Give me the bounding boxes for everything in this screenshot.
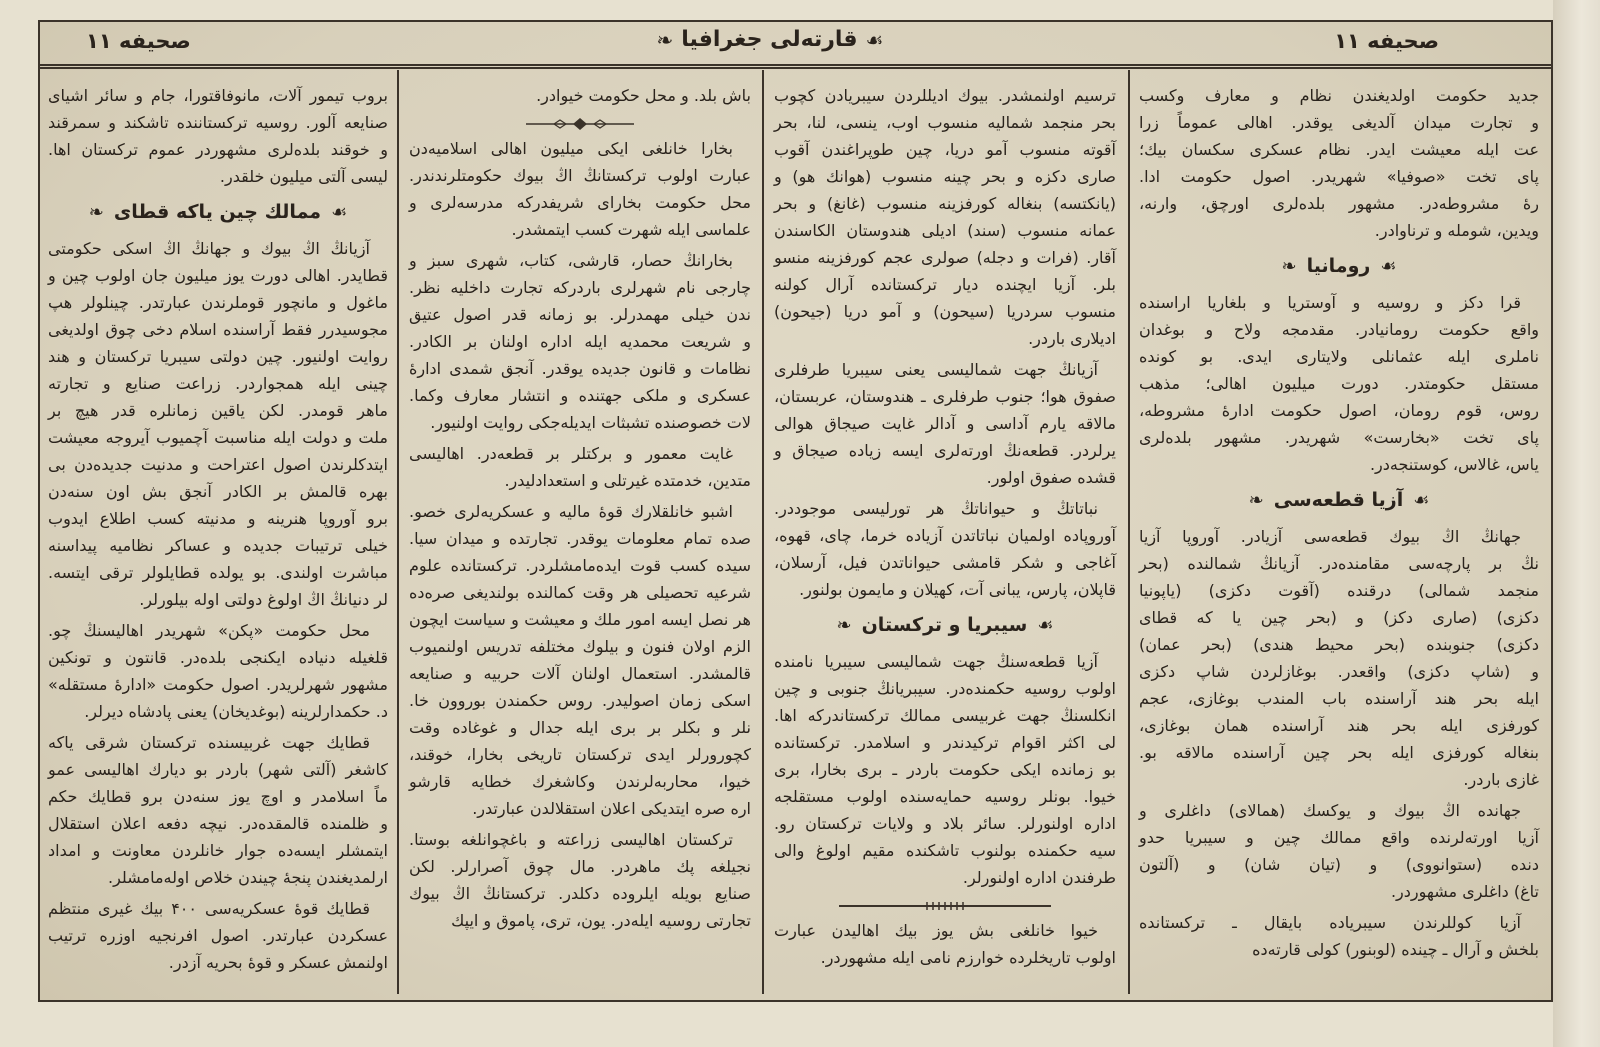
text-line: واقع حکومت رومانیادر. مقدمجه ولاح و بوغدان: [1139, 320, 1539, 339]
paragraph: [1139, 523, 1539, 793]
text-line: جهانڭ اڭ بیوك قطعه‌سی آزیادر. آوروپا آزیا: [1139, 527, 1521, 546]
text-line: ارلمدیغندن پنجهٔ چیندن خلاص اوله‌مامشلر.: [108, 868, 388, 887]
paragraph: [409, 440, 751, 494]
text-line: و تجارت میدان آلدیغی یوقدر. اهالی عموماً زرا: [1139, 113, 1539, 132]
text-line: صاری دکزه و بحر چینه منسوب (هوانك هو) و: [774, 167, 1116, 186]
text-line: خیوا، محاربه‌لرندن وکاشغرك خطایه قارشو: [409, 772, 751, 791]
text-line: برو آوروپا هنرینه و مدنیته کسب اطلاع ایدوب: [48, 509, 388, 528]
text-line: ویدین، شومله و ترناوادر.: [1374, 221, 1539, 240]
text-line: مجوسیدرر فقط آراسنده اسلام دخی چوق اولدیغی: [48, 320, 388, 339]
text-line: خیلی ترتیبات جدیده و عساکر نظامیه پیداسنه: [48, 536, 388, 555]
paragraph: [774, 356, 1116, 491]
text-line: پای تخت «بخارست» شهریدر. مشهور بلده‌لری: [1139, 428, 1539, 447]
newspaper-page: [38, 20, 1553, 1002]
fleuron-right-icon: ☙: [865, 27, 884, 52]
text-line: عبارت اولوب ترکستانڭ اڭ بیوك حکومتلرندندر.: [409, 166, 751, 185]
text-line: باش بلد. و محل حکومت خیوادر.: [536, 86, 751, 105]
text-line: خیوا. بونلر روسیه حمایه‌سنده اولوب مستقلجه: [774, 787, 1116, 806]
section-heading-text: رومانیا: [1306, 255, 1371, 277]
text-line: سیده کسب قوت ایده‌مامشلردر. ترکستانده علوم: [409, 556, 751, 575]
text-line: یرلردر. قطعه‌نڭ اورته‌لری ایسه زیاده صیجاق و: [774, 441, 1116, 460]
text-line: اولوب روسیه حکمنده‌در. سیبریانڭ جنوبی و چین: [774, 679, 1116, 698]
section-heading: [48, 194, 388, 230]
text-line: روس، قوم رومان، اصول حکومت ادارهٔ مشروطه،: [1139, 401, 1539, 420]
text-line: آقار. (فرات و دجله) صولری عجم کورفزینه منسو: [774, 248, 1116, 267]
text-line: پای تخت «صوفیا» شهریدر. اصول حکومت ادا.: [1139, 167, 1539, 186]
text-line: اولوب تاریخلرده خوارزم نامی ایله مشهوردر.: [820, 948, 1116, 967]
text-line: اره صره ایتدیکی اعلان استقلالدن عبارتدر.: [472, 799, 751, 818]
text-line: بلر. آزیا ایچنده دیار ترکستانده آرال کولنه: [774, 275, 1116, 294]
text-line: بحر منجمد شمالیه منسوب اوب، ینسی، لنا، بحر: [774, 113, 1116, 132]
text-line: چارجی نام شهرلری باردرکه تجارت داخلیه نظر.: [409, 278, 751, 297]
text-line: ترسیم اولنمشدر. بیوك ادیللردن سیبریادن کچوب: [774, 86, 1116, 105]
text-line: و ظلمنده قالمقده‌در. نیچه دفعه اعلان استقلال: [48, 814, 388, 833]
text-line: هر نصل ایسه امور ملك و معیشت و سیاست ایچون: [409, 610, 751, 629]
text-line: ملت و دولت ایله مناسبت آچمیوب آیروجه معیشت: [48, 428, 388, 447]
text-line: ترکستان اهالیسی زراعته و باغچوانلغه بوستا.: [409, 830, 733, 849]
text-line: دکزی) جنوبنده (بحر محیط هندی) (بحر عمان): [1139, 635, 1539, 654]
fleuron-left-icon: ❧: [656, 27, 674, 52]
text-line: بلخش و آرال ـ چینده (لوبنور) کولی قارته‌ده: [1252, 940, 1539, 959]
text-line: غازی باردر.: [1463, 770, 1539, 789]
paragraph: [774, 648, 1116, 891]
text-line: اشبو خانلقلارك قوهٔ مالیه و عسکریه‌لری خصو.: [409, 502, 733, 521]
fleuron-left-icon: ❧: [88, 201, 104, 223]
text-line: بخارانڭ حصار، قارشی، کتاب، شهری سبز و: [409, 251, 733, 270]
text-line: ماغول و مانچور قوملرندن عبارتدر. چینلولر هپ: [48, 293, 388, 312]
text-line: یاس، غالاس، کوستنجه‌در.: [1369, 455, 1539, 474]
text-line: عسکری و ملکی جهتنده و انتشار معارف وکما.: [409, 386, 751, 405]
text-line: قطایدر. اهالی دورت یوز میلیون جان اولوب چین و: [48, 266, 388, 285]
text-line: قالمشدر. استعمال اولنان آلات حربیه و صنایعه: [409, 664, 751, 683]
divider-rule-icon: [835, 900, 1055, 912]
text-line: صنایع بویله ایلروده دکلدر. ترکستانڭ اڭ بیوك: [409, 884, 751, 903]
page-title: [630, 27, 910, 52]
paragraph: [409, 247, 751, 436]
text-line: صده تمام معلومات یوقدر. تجارتده و میدان سیا.: [409, 529, 751, 548]
paragraph: [409, 82, 751, 109]
text-line: نجیلغه پك ماهردر. مال چوق آصرارلر. لکن: [409, 857, 751, 876]
section-divider: [774, 895, 1116, 917]
text-line: کورفزی ایله بحر هند آراسنده همان بوغازی،: [1139, 716, 1539, 735]
text-line: ماً اسلامدر و اوچ یوز سنه‌دن برو قطایك حکم: [48, 787, 388, 806]
text-line: شرعیه تحصیلی هر وقت کمالنده بولندیغی صره‌ده: [409, 583, 751, 602]
paragraph: [774, 82, 1116, 352]
text-line: جدید حکومت اولدیغندن نظام و معارف وکسب: [1139, 86, 1539, 105]
page-header: [40, 22, 1551, 69]
fleuron-right-icon: ☙: [331, 201, 348, 223]
text-line: لی اکثر اقوام ترکیدندر و اسلامدر. ترکستانده: [774, 733, 1116, 752]
text-line: تاغ) داغلری مشهوردر.: [1390, 882, 1539, 901]
column-rule: [762, 70, 764, 994]
text-line: و شریعت محمدیه ایله اداره اولنان بر الکادر.: [409, 332, 751, 351]
text-line: مباشرت اولندی. بو یولده قطایلولر ترقی ایتسه.: [48, 563, 388, 582]
text-line: لیسی آلتی میلیون خلقدر.: [219, 167, 388, 186]
text-line: ادیلاری باردر.: [1028, 329, 1116, 348]
text-line: آوروپاده اولمیان نباتاتدن آزیاده خرما، چای، قهوه،: [774, 526, 1116, 545]
ornament-divider: [409, 113, 751, 135]
text-line: مشهور شهرلریدر. اصول حکومت «ادارهٔ مستقله»: [48, 675, 388, 694]
text-line: کچورورلر ایدی ترکستان تاریخی بخارا، خوقند،: [409, 745, 751, 764]
text-line: طرفندن اداره اولنورلر.: [962, 868, 1116, 887]
text-line: قلغیله دنیاده ایکنجی بلده‌در. قانتون و تونکین: [48, 648, 388, 667]
paragraph: [1139, 82, 1539, 244]
paragraph: [1139, 797, 1539, 905]
text-line: منجمد شمالی) درقنده (آقوت دکزی) (یاپونیا: [1139, 581, 1539, 600]
ornament-icon: [520, 117, 640, 131]
text-line: نظامات و قانون جدیده یوقدر. آنجق شمدی ادارهٔ: [409, 359, 751, 378]
page-number-left: صحیفه ۱۱: [86, 29, 191, 53]
text-line: صفوق هوا؛ جنوب طرفلری ـ هندوستان، عربستان،: [774, 387, 1116, 406]
text-line: بخارا خانلغی ایکی میلیون اهالی اسلامیه‌دن: [409, 139, 733, 158]
page-title-text: قارته‌لی جغرافیا: [681, 27, 858, 52]
text-line: بهره قالمش بر الکادر آنجق بش اون سنه‌دن: [48, 482, 388, 501]
paragraph: [1139, 289, 1539, 478]
paragraph: [48, 617, 388, 725]
page-edge-shadow: [1553, 0, 1600, 1047]
paragraph: [48, 729, 388, 891]
paragraph: [48, 895, 388, 976]
text-line: عت ایله معیشت ایدر. نظام عسکری سکسان بیك؛: [1139, 140, 1539, 159]
fleuron-left-icon: ❧: [1281, 255, 1297, 277]
text-line: محل حکومت «پکن» شهریدر اهالیسنڭ چو.: [48, 621, 370, 640]
paragraph: [409, 826, 751, 934]
text-line: عمانه منسوب (سند) ادیلی هندوستان الکاسندن: [774, 221, 1116, 240]
paragraph: [1139, 909, 1539, 963]
text-line: ماهر قومدر. لکن یاقین زمانلره قدر هیچ بر: [48, 401, 388, 420]
text-line: متدین، خدمتده غیرتلی و استعدادلیدر.: [504, 471, 751, 490]
text-line: ایتمشلر ایسه‌ده جوار خانلردن معاونت و امداد: [48, 841, 388, 860]
column-3: [409, 82, 751, 938]
text-line: روایت اولنیور. چین دولتی سیبریا ترکستان و هند: [48, 347, 388, 366]
text-line: قاپلان، پارس، یبانی آت، کهیلان و مایمون بولنور.: [799, 580, 1116, 599]
text-line: لر دنیانڭ اڭ اولوغ دولتی اوله بیلورلر.: [139, 590, 388, 609]
fleuron-right-icon: ☙: [1037, 614, 1054, 636]
text-line: (یانکتسه) بنغاله کورفزینه منسوب (غانغ) و بحر: [774, 194, 1116, 213]
text-line: ندن خیلی مهمدرلر. بو زمانه قدر اصول عتیق: [409, 305, 751, 324]
column-rule: [397, 70, 399, 994]
fleuron-left-icon: ❧: [1248, 489, 1264, 511]
text-line: بو زمانده ایکی حکومت باردر ـ بری بخارا، بری: [774, 760, 1116, 779]
fleuron-left-icon: ❧: [836, 614, 852, 636]
text-line: د. حکمدارلرینه (بوغدیخان) یعنی پادشاه دیرلر.: [84, 702, 388, 721]
text-line: سیه حکمنده بولنوب تاشکنده مقیم اولوغ والی: [774, 841, 1116, 860]
text-line: الزم اولان فنون و بیلوك مختلفه تدریس اولنمیوب: [409, 637, 751, 656]
text-line: آزیانڭ اڭ بیوك و جهانڭ اڭ اسکی حکومتی: [48, 239, 370, 258]
text-line: محل حکومت بخارای شریفدرکه مدرسه‌لری و: [409, 193, 751, 212]
text-line: بروب تیمور آلات، مانوفاقتورا، جام و سائر اشیای: [48, 86, 388, 105]
column-4: [48, 82, 388, 980]
text-line: آزیا قطعه‌سنڭ جهت شمالیسی سیبریا نامنده: [774, 652, 1098, 671]
section-heading-text: سیبریا و ترکستان: [861, 614, 1028, 636]
text-line: بنغاله کورفزی ایله بحر چین آراسنده مالاقه بو.: [1139, 743, 1539, 762]
text-line: و خوقند بلده‌لری مشهوردر عموم ترکستان اها.: [48, 140, 388, 159]
text-line: مالاقه یارم آداسی و آدالر غایت صیجاق هوالی: [774, 414, 1116, 433]
text-line: قطایك قوهٔ عسکریه‌سی ۴۰۰ بیك غیری منتظم: [48, 899, 370, 918]
text-line: رهٔ مشروطه‌در. مشهور بلده‌لری اورچق، وارنه،: [1139, 194, 1539, 213]
paragraph: [409, 135, 751, 243]
paragraph: [48, 235, 388, 613]
text-line: نڭ بر پارچه‌سی مقامنده‌در. آزیانڭ شمالنده (بحر: [1139, 554, 1539, 573]
section-heading-text: ممالك چین یاکه قطای: [113, 201, 322, 223]
text-line: علماسی ایله شهرت کسب ایتمشدر.: [511, 220, 751, 239]
paragraph: [774, 495, 1116, 603]
text-line: صنایعه آلور. روسیه ترکستاننده تاشکند و سمرقند: [48, 113, 388, 132]
text-line: ناملری ایله عثمانلی ولایتاری ایدی. بو کونده: [1139, 347, 1539, 366]
text-line: نباتاتڭ و حیواناتڭ هر تورلیسی موجوددر.: [774, 499, 1098, 518]
text-line: دکزی) (صاری دکز) و (بحر چین یا که قطای: [1139, 608, 1539, 627]
text-line: اولنمش عسکر و قوهٔ بحریه آزدر.: [168, 953, 388, 972]
paragraph: [774, 917, 1116, 971]
paragraph: [48, 82, 388, 190]
text-line: اسکی زمان اصولیدر. روس حکمندن بوروون خا.: [409, 691, 751, 710]
section-heading: [1139, 482, 1539, 518]
text-line: انکلسنڭ جهت غربیسی ممالك ترکستاندرکه اها.: [774, 706, 1116, 725]
text-line: لات خصوصنده تشبثات ایدیله‌جکی روایت اولنیور.: [430, 413, 751, 432]
text-line: قطایك جهت غربیسنده ترکستان شرقی یاکه: [48, 733, 370, 752]
text-line: اداره اولنورلر. سائر بلاد و ولایات ترکستان رو.: [774, 814, 1116, 833]
text-line: عسکردن عبارتدر. اصول افرنجیه اوزره ترتیب: [48, 926, 388, 945]
column-1: [1139, 82, 1539, 967]
text-line: جهانده اڭ بیوك و یوکسك (همالای) داغلری و: [1139, 801, 1521, 820]
text-line: آقوته منسوب آمو دریا، چین طوپراغندن آقوب: [774, 140, 1116, 159]
column-rule: [1128, 70, 1130, 994]
text-line: چینی ایله همجواردر. زراعت صنایع و تجارته: [48, 374, 388, 393]
section-heading: [1139, 248, 1539, 284]
text-line: نلر و بکلر بر بری ایله جدال و غوغاده وقت: [409, 718, 751, 737]
text-line: آغاجی و شکر قامشی حیواناتدن فیل، آرسلان،: [774, 553, 1116, 572]
text-line: قرا دکز و روسیه و آوستریا و بلغاریا اراسنده: [1139, 293, 1521, 312]
page-number-right: صحیفه ۱۱: [1334, 29, 1439, 53]
text-line: آزیا اورته‌لرنده واقع ممالك چین و سیبریا حدو: [1139, 828, 1539, 847]
text-line: کاشغر (آلتی شهر) باردر بو دیارك اهالیسی عمو: [48, 760, 388, 779]
section-heading: [774, 607, 1116, 643]
text-line: مستقل حکومتدر. دورت میلیون اهالی؛ مذهب: [1139, 374, 1539, 393]
text-line: آزیانڭ جهت شمالیسی یعنی سیبریا طرفلری: [774, 360, 1098, 379]
text-line: ایله بحر هند آراسنده باب المندب بوغازی، عجم: [1139, 689, 1539, 708]
text-line: منسوب سردریا (سیحون) و آمو دریا (جیحون): [774, 302, 1116, 321]
text-line: آزیا کوللرندن سیبریاده بایقال ـ ترکستانده: [1139, 913, 1521, 932]
fleuron-right-icon: ☙: [1413, 489, 1430, 511]
fleuron-right-icon: ☙: [1380, 255, 1397, 277]
text-line: دنده (ستوانووی) و (تیان شان) و (آلتون: [1139, 855, 1539, 874]
section-heading-text: آزیا قطعه‌سی: [1273, 489, 1404, 511]
text-line: و (شاپ دکزی) واقعدر. بوغازلردن شاپ دکزی: [1139, 662, 1539, 681]
text-line: ایتدکلرندن اصول اعتراحت و مدنیت جدیده‌دن بی: [48, 455, 388, 474]
column-2: [774, 82, 1116, 975]
text-line: تجارتی روسیه ایله‌در. یون، تری، پاموق و ایپك: [451, 911, 751, 930]
text-line: غایت معمور و برکتلر بر قطعه‌در. اهالیسی: [409, 444, 733, 463]
paragraph: [409, 498, 751, 822]
text-line: خیوا خانلغی بش یوز بیك اهالیدن عبارت: [774, 921, 1098, 940]
text-line: قشده صفوق اولور.: [986, 468, 1116, 487]
